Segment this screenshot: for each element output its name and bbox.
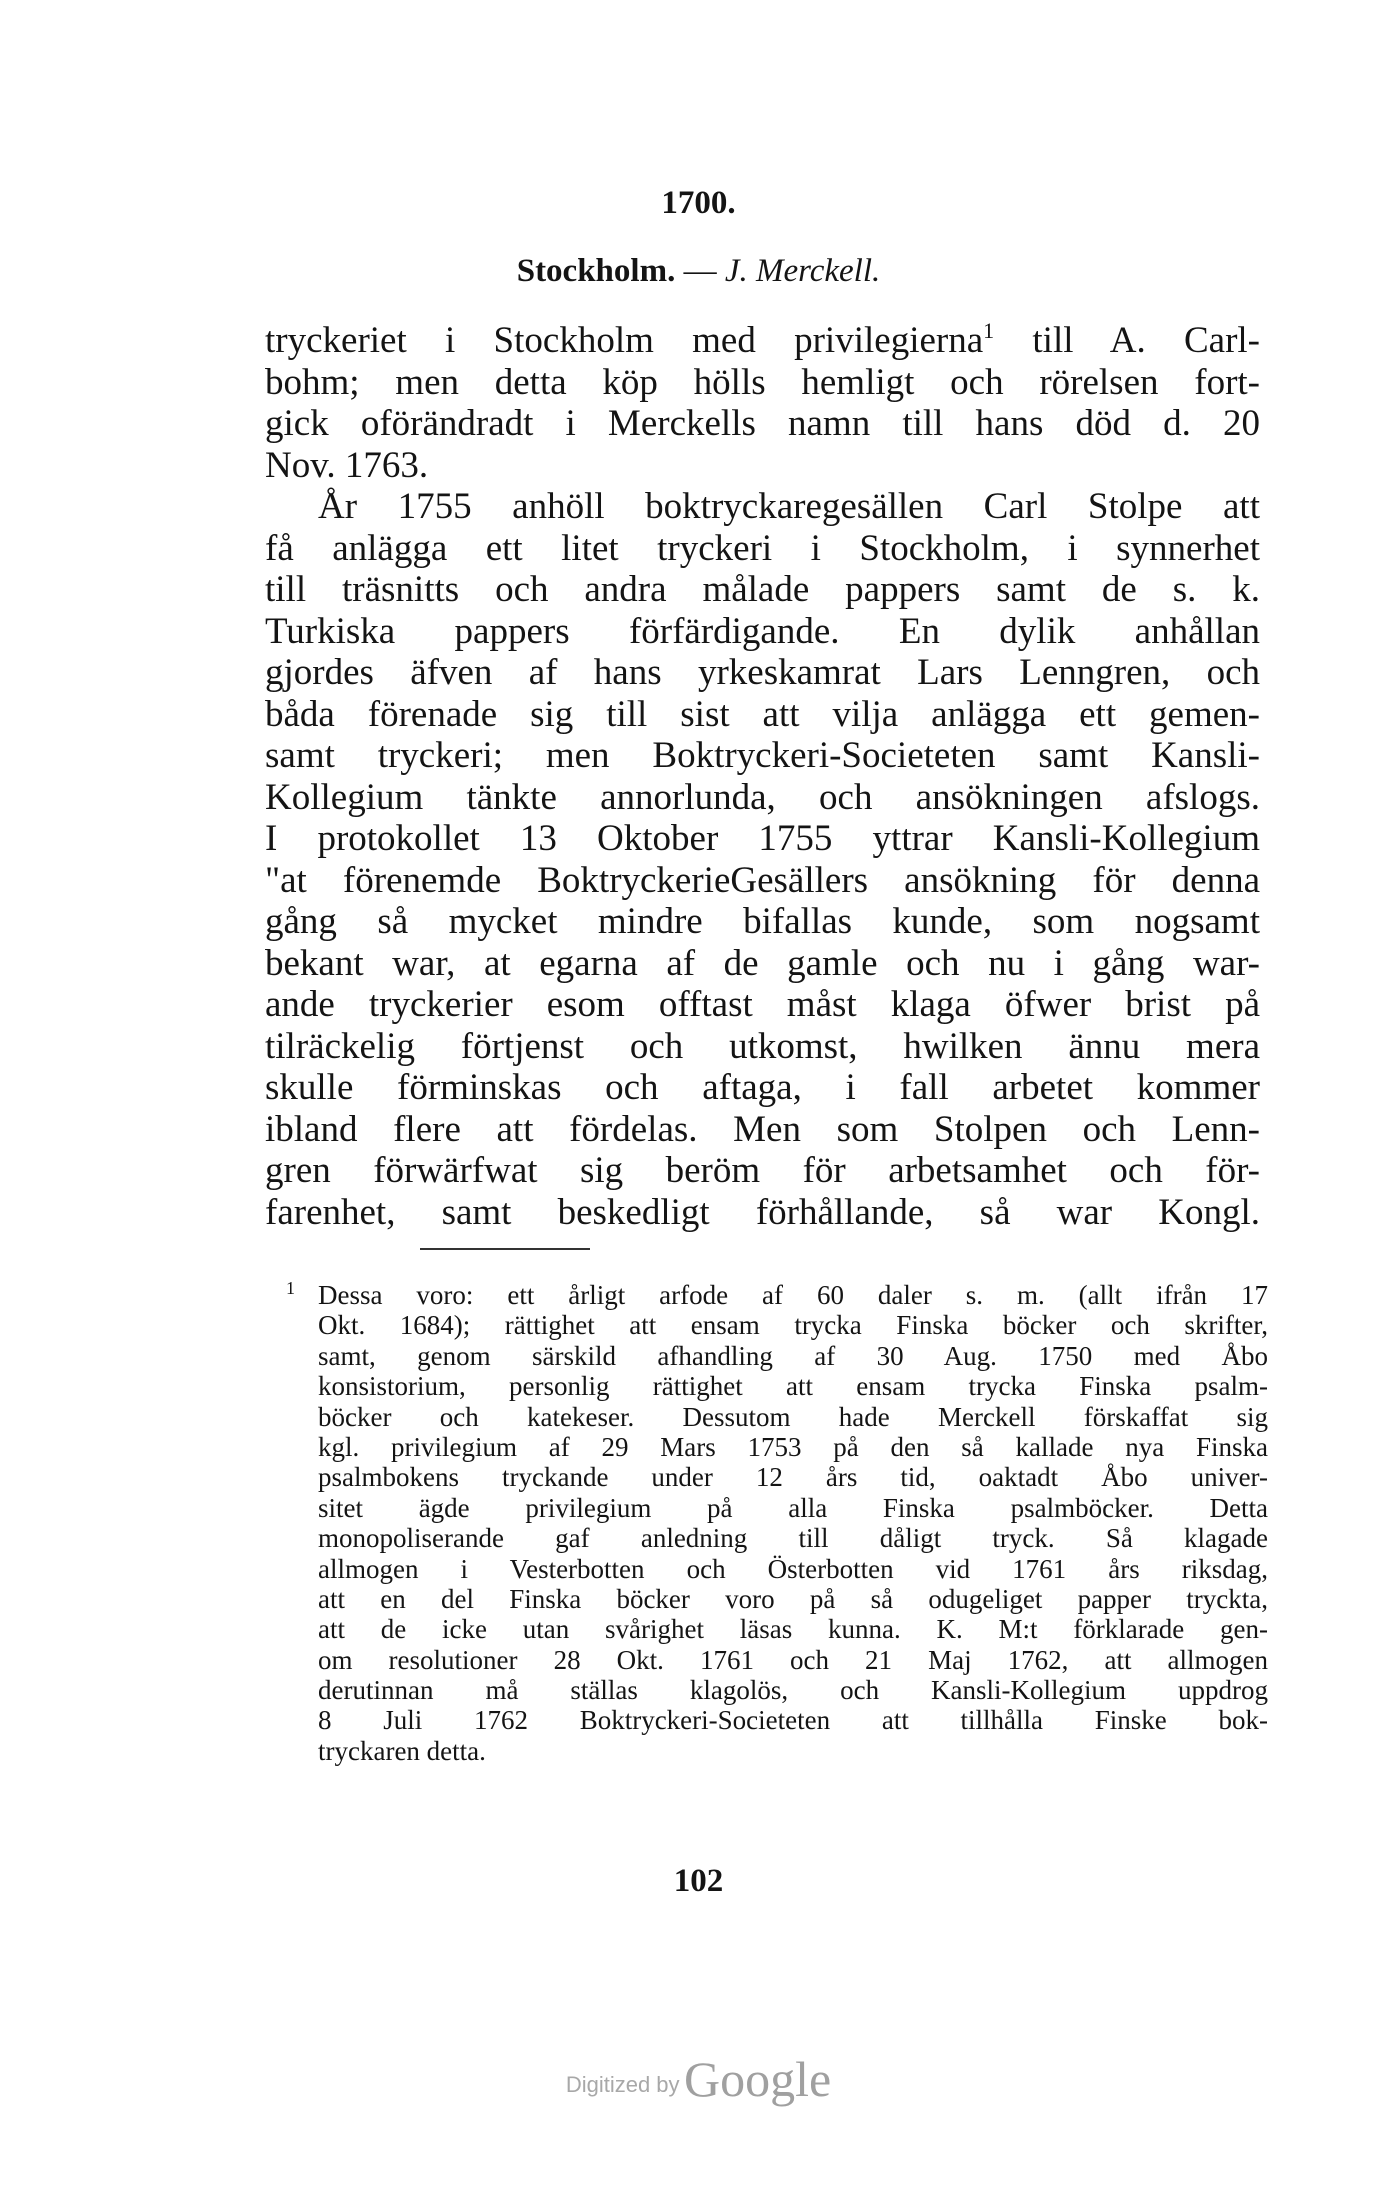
running-head-city: Stockholm. xyxy=(516,253,676,289)
body-line-text: till A. Carl- xyxy=(994,320,1260,361)
body-line: År 1755 anhöll boktryckaregesällen Carl Stolpe att xyxy=(318,486,1260,527)
body-line: gren förwärfwat sig beröm för arbetsamhet och för- xyxy=(265,1150,1260,1191)
body-line-text: tryckeriet i Stockholm med privilegierna xyxy=(265,320,984,361)
footnote-line: böcker och katekeser. Dessutom hade Merckell förskaffat sig xyxy=(318,1401,1268,1432)
footnote-line: monopoliserande gaf anledning till dåligt tryck. Så klagade xyxy=(318,1523,1268,1554)
body-line: gjordes äfven af hans yrkeskamrat Lars Lenngren, och xyxy=(265,652,1260,693)
page-year-heading: 1700. xyxy=(661,185,736,221)
footnote-line: Dessa voro: ett årligt arfode af 60 daler s. m. (allt ifrån 17 xyxy=(318,1280,1268,1310)
footnote-line: samt, genom särskild afhandling af 30 Aug. 1750 med Åbo xyxy=(318,1340,1268,1371)
body-line: gång så mycket mindre bifallas kunde, som nogsamt xyxy=(265,901,1260,942)
running-head xyxy=(0,253,1397,290)
running-head-author: J. Merckell. xyxy=(724,253,881,289)
body-line: ande tryckerier esom offtast måst klaga öfwer brist på xyxy=(265,984,1260,1025)
footnote-number: 1 xyxy=(286,1278,295,1298)
running-head-separator: — xyxy=(675,253,725,289)
page-number: 102 xyxy=(673,1863,724,1899)
body-line: bohm; men detta köp hölls hemligt och rörelsen fort- xyxy=(265,361,1260,403)
footnote-line: om resolutioner 28 Okt. 1761 och 21 Maj 1762, att allmogen xyxy=(318,1644,1268,1675)
watermark-prefix: Digitized by xyxy=(565,2072,680,2097)
body-line: Kollegium tänkte annorlunda, och ansökningen afslogs. xyxy=(265,776,1260,818)
footnote-line: psalmbokens tryckande under 12 års tid, oaktadt Åbo univer- xyxy=(318,1462,1268,1493)
body-line: tilräckelig förtjenst och utkomst, hwilken ännu mera xyxy=(265,1025,1260,1067)
body-line: få anlägga ett litet tryckeri i Stockholm, i synnerhet xyxy=(265,527,1260,569)
footnote-reference: 1 xyxy=(983,318,995,343)
body-line: Nov. 1763. xyxy=(265,444,429,486)
body-line: gick oförändradt i Merckells namn till hans död d. 20 xyxy=(265,403,1260,444)
body-line: Turkiska pappers förfärdigande. En dylik anhållan xyxy=(265,610,1260,652)
body-line: "at förenemde BoktryckerieGesällers ansökning för denna xyxy=(265,859,1260,901)
footnote-line: att en del Finska böcker voro på så odugeliget papper tryckta, xyxy=(318,1583,1268,1614)
body-line: I protokollet 13 Oktober 1755 yttrar Kansli-Kollegium xyxy=(265,818,1260,859)
body-line: samt tryckeri; men Boktryckeri-Societeten samt Kansli- xyxy=(265,735,1260,776)
footnote-line: derutinnan må ställas klagolös, och Kansli-Kollegium uppdrog xyxy=(318,1675,1268,1706)
footnote-line: Okt. 1684); rättighet att ensam trycka Finska böcker och skrifter, xyxy=(318,1310,1268,1341)
body-line: farenhet, samt beskedligt förhållande, så war Kongl. xyxy=(265,1191,1260,1233)
body-line xyxy=(265,320,1260,362)
body-line: ibland flere att fördelas. Men som Stolpen och Lenn- xyxy=(265,1108,1260,1150)
footnote-line: tryckaren detta. xyxy=(318,1735,486,1766)
footnote-line: kgl. privilegium af 29 Mars 1753 på den så kallade nya Finska xyxy=(318,1431,1268,1462)
body-line: skulle förminskas och aftaga, i fall arbetet kommer xyxy=(265,1067,1260,1108)
footnote-line: allmogen i Vesterbotten och Österbotten vid 1761 års riksdag, xyxy=(318,1553,1268,1584)
footnote-line: 8 Juli 1762 Boktryckeri-Societeten att tillhålla Finske bok- xyxy=(318,1705,1268,1736)
body-line: bekant war, at egarna af de gamle och nu i gång war- xyxy=(265,942,1260,984)
footnote-line: sitet ägde privilegium på alla Finska psalmböcker. Detta xyxy=(318,1492,1268,1523)
footnote xyxy=(286,1278,1268,1766)
digitized-by-watermark xyxy=(0,2050,1397,2108)
footnote-line: att de icke utan svårighet läsas kunna. K. M:t förklarade gen- xyxy=(318,1614,1268,1645)
body-line: till träsnitts och andra målade pappers samt de s. k. xyxy=(265,569,1260,610)
body-text xyxy=(265,320,1260,1233)
footnote-divider xyxy=(420,1248,590,1250)
google-logo: Google xyxy=(683,2051,832,2107)
body-line: båda förenade sig till sist att vilja anlägga ett gemen- xyxy=(265,693,1260,735)
footnote-line: konsistorium, personlig rättighet att ensam trycka Finska psalm- xyxy=(318,1371,1268,1402)
